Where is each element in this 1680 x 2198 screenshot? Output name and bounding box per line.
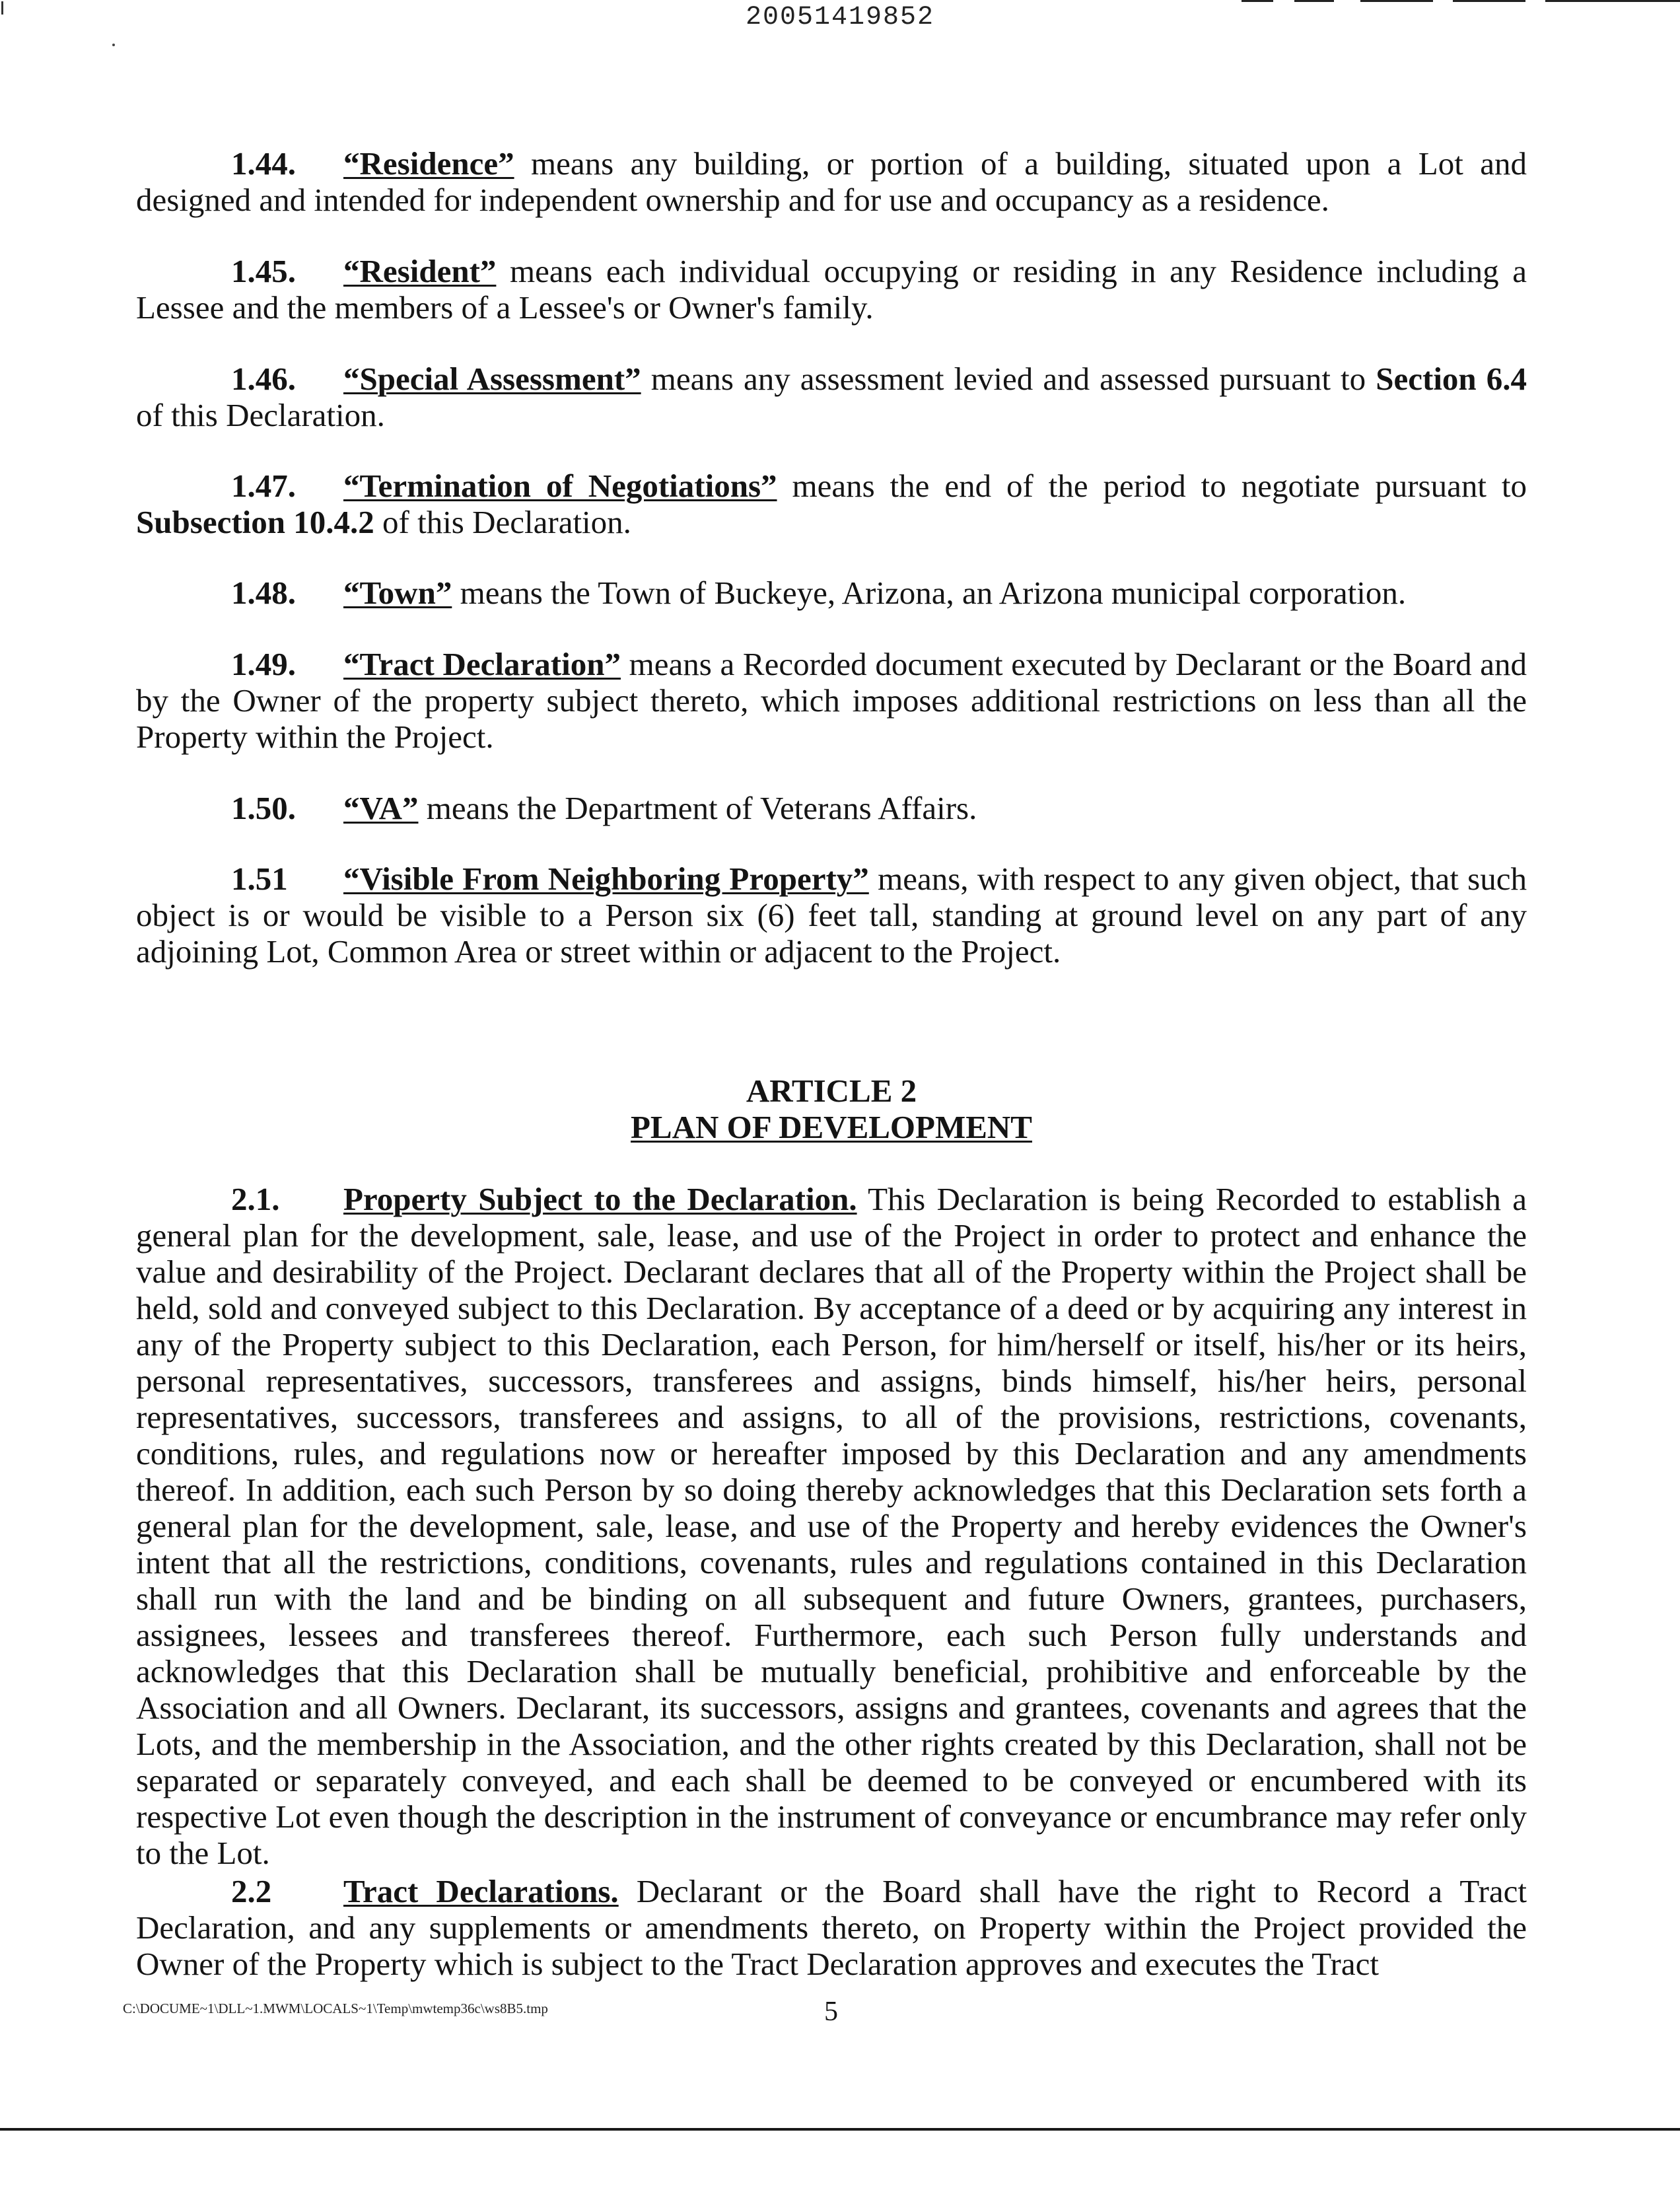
section-text: of this Declaration. bbox=[374, 504, 631, 540]
section-number: 1.47. bbox=[231, 468, 296, 504]
article-number: ARTICLE 2 bbox=[746, 1073, 917, 1109]
section-number: 1.45. bbox=[231, 253, 296, 289]
section-text: means any assessment levied and assessed pursuant to bbox=[641, 361, 1376, 397]
article-title-row bbox=[136, 1109, 1527, 1145]
section-text: of this Declaration. bbox=[136, 397, 385, 433]
section-number: 2.1. bbox=[231, 1181, 280, 1217]
defined-term: “Visible From Neighboring Property” bbox=[343, 861, 869, 897]
section-number: 1.50. bbox=[231, 790, 296, 826]
section-text: means the Department of Veterans Affairs. bbox=[418, 790, 977, 826]
header-dash bbox=[1360, 0, 1433, 2]
section-text: means the Town of Buckeye, Arizona, an Arizona municipal corporation. bbox=[452, 575, 1407, 611]
defined-term: “Tract Declaration” bbox=[343, 646, 621, 682]
section-heading: Property Subject to the Declaration. bbox=[343, 1181, 857, 1217]
section-1-46 bbox=[136, 361, 1527, 433]
recording-number: 20051419852 bbox=[745, 3, 935, 32]
bottom-rule bbox=[0, 2128, 1680, 2131]
section-text: Declarant or the Board shall have the right to Record a Tract Declaration, and any supplements or amendments thereto, on Property within the Project provided the Owner of the Property which is subject to the Tract Declaration approves and executes the Tract bbox=[136, 1873, 1527, 1982]
page-number: 5 bbox=[824, 1997, 838, 2027]
section-text: means any building, or portion of a building, situated upon a Lot and designed and intended for independent ownership and for use and occupancy as a residence. bbox=[136, 145, 1527, 218]
section-1-45 bbox=[136, 253, 1527, 326]
footer-file-path: C:\DOCUME~1\DLL~1.MWM\LOCALS~1\Temp\mwtemp36c\ws8B5.tmp bbox=[123, 2001, 548, 2016]
header-dash bbox=[1242, 0, 1273, 2]
defined-term: “Termination of Negotiations” bbox=[343, 468, 777, 504]
defined-term: “Resident” bbox=[343, 253, 497, 289]
section-1-47 bbox=[136, 468, 1527, 540]
header-dash bbox=[1453, 0, 1525, 2]
section-number: 1.49. bbox=[231, 646, 296, 682]
defined-term: “VA” bbox=[343, 790, 419, 826]
header-dash bbox=[1545, 0, 1680, 2]
section-reference: Section 6.4 bbox=[1376, 361, 1527, 397]
section-text: means a Recorded document executed by Declarant or the Board and by the Owner of the property subject thereto, which imposes additional restrictions on less than all the Property within the Project. bbox=[136, 646, 1527, 755]
section-1-51 bbox=[136, 861, 1527, 970]
section-2-2 bbox=[136, 1873, 1527, 1982]
section-1-44 bbox=[136, 145, 1527, 218]
section-text: This Declaration is being Recorded to establish a general plan for the development, sale, lease, and use of the Project in order to protect and enhance the value and desirability of the Project. Declarant declares that all of the Property within the Project shall be held, sold and conveyed subject to this Declaration. By acceptance of a deed or by acquiring any interest in any of the Property subject to this Declaration, each Person, for him/herself or itself, his/her or its heirs, personal representatives, successors, transferees and assigns, binds himself, his/her heirs, personal representatives, successors, transferees and assigns, to all of the provisions, restrictions, covenants, conditions, rules, and regulations now or hereafter imposed by this Declaration and any amendments thereof. In addition, each such Person by so doing thereby acknowledges that this Declaration sets forth a general plan for the development, sale, lease, and use of the Property and hereby evidences the Owner's intent that all the restrictions, conditions, covenants, rules and regulations contained in this Declaration shall run with the land and be binding on all subsequent and future Owners, grantees, purchasers, assignees, lessees and transferees thereof. Furthermore, each such Person fully understands and acknowledges that this Declaration shall be mutually beneficial, prohibitive and enforceable by the Association and all Owners. Declarant, its successors, assigns and grantees, covenants and agrees that the Lots, and the membership in the Association, and the other rights created by this Declaration, shall not be separated or separately conveyed, and each shall be deemed to be conveyed or encumbered with its respective Lot even though the description in the instrument of conveyance or encumbrance may refer only to the Lot. bbox=[136, 1181, 1527, 1871]
section-text: means, with respect to any given object, that such object is or would be visible to a Person six (6) feet tall, standing at ground level on any part of any adjoining Lot, Common Area or street within or adjacent to the Project. bbox=[136, 861, 1527, 970]
section-number: 1.44. bbox=[231, 145, 296, 182]
section-text: means the end of the period to negotiate pursuant to bbox=[777, 468, 1527, 504]
scan-speck bbox=[112, 44, 115, 46]
defined-term: “Town” bbox=[343, 575, 452, 611]
section-heading: Tract Declarations. bbox=[343, 1873, 619, 1909]
section-reference: Subsection 10.4.2 bbox=[136, 504, 374, 540]
section-number: 1.48. bbox=[231, 575, 296, 611]
section-1-48 bbox=[136, 575, 1527, 611]
section-text: means each individual occupying or residing in any Residence including a Lessee and the members of a Lessee's or Owner's family. bbox=[136, 253, 1527, 326]
article-title: PLAN OF DEVELOPMENT bbox=[631, 1109, 1032, 1145]
section-number: 1.46. bbox=[231, 361, 296, 397]
defined-term: “Special Assessment” bbox=[343, 361, 641, 397]
section-number: 2.2 bbox=[231, 1873, 272, 1909]
defined-term: “Residence” bbox=[343, 145, 514, 182]
section-1-50 bbox=[136, 790, 1527, 826]
section-1-49 bbox=[136, 646, 1527, 755]
section-2-1 bbox=[136, 1181, 1527, 1871]
header-dash bbox=[1294, 0, 1334, 2]
section-number: 1.51 bbox=[231, 861, 288, 897]
